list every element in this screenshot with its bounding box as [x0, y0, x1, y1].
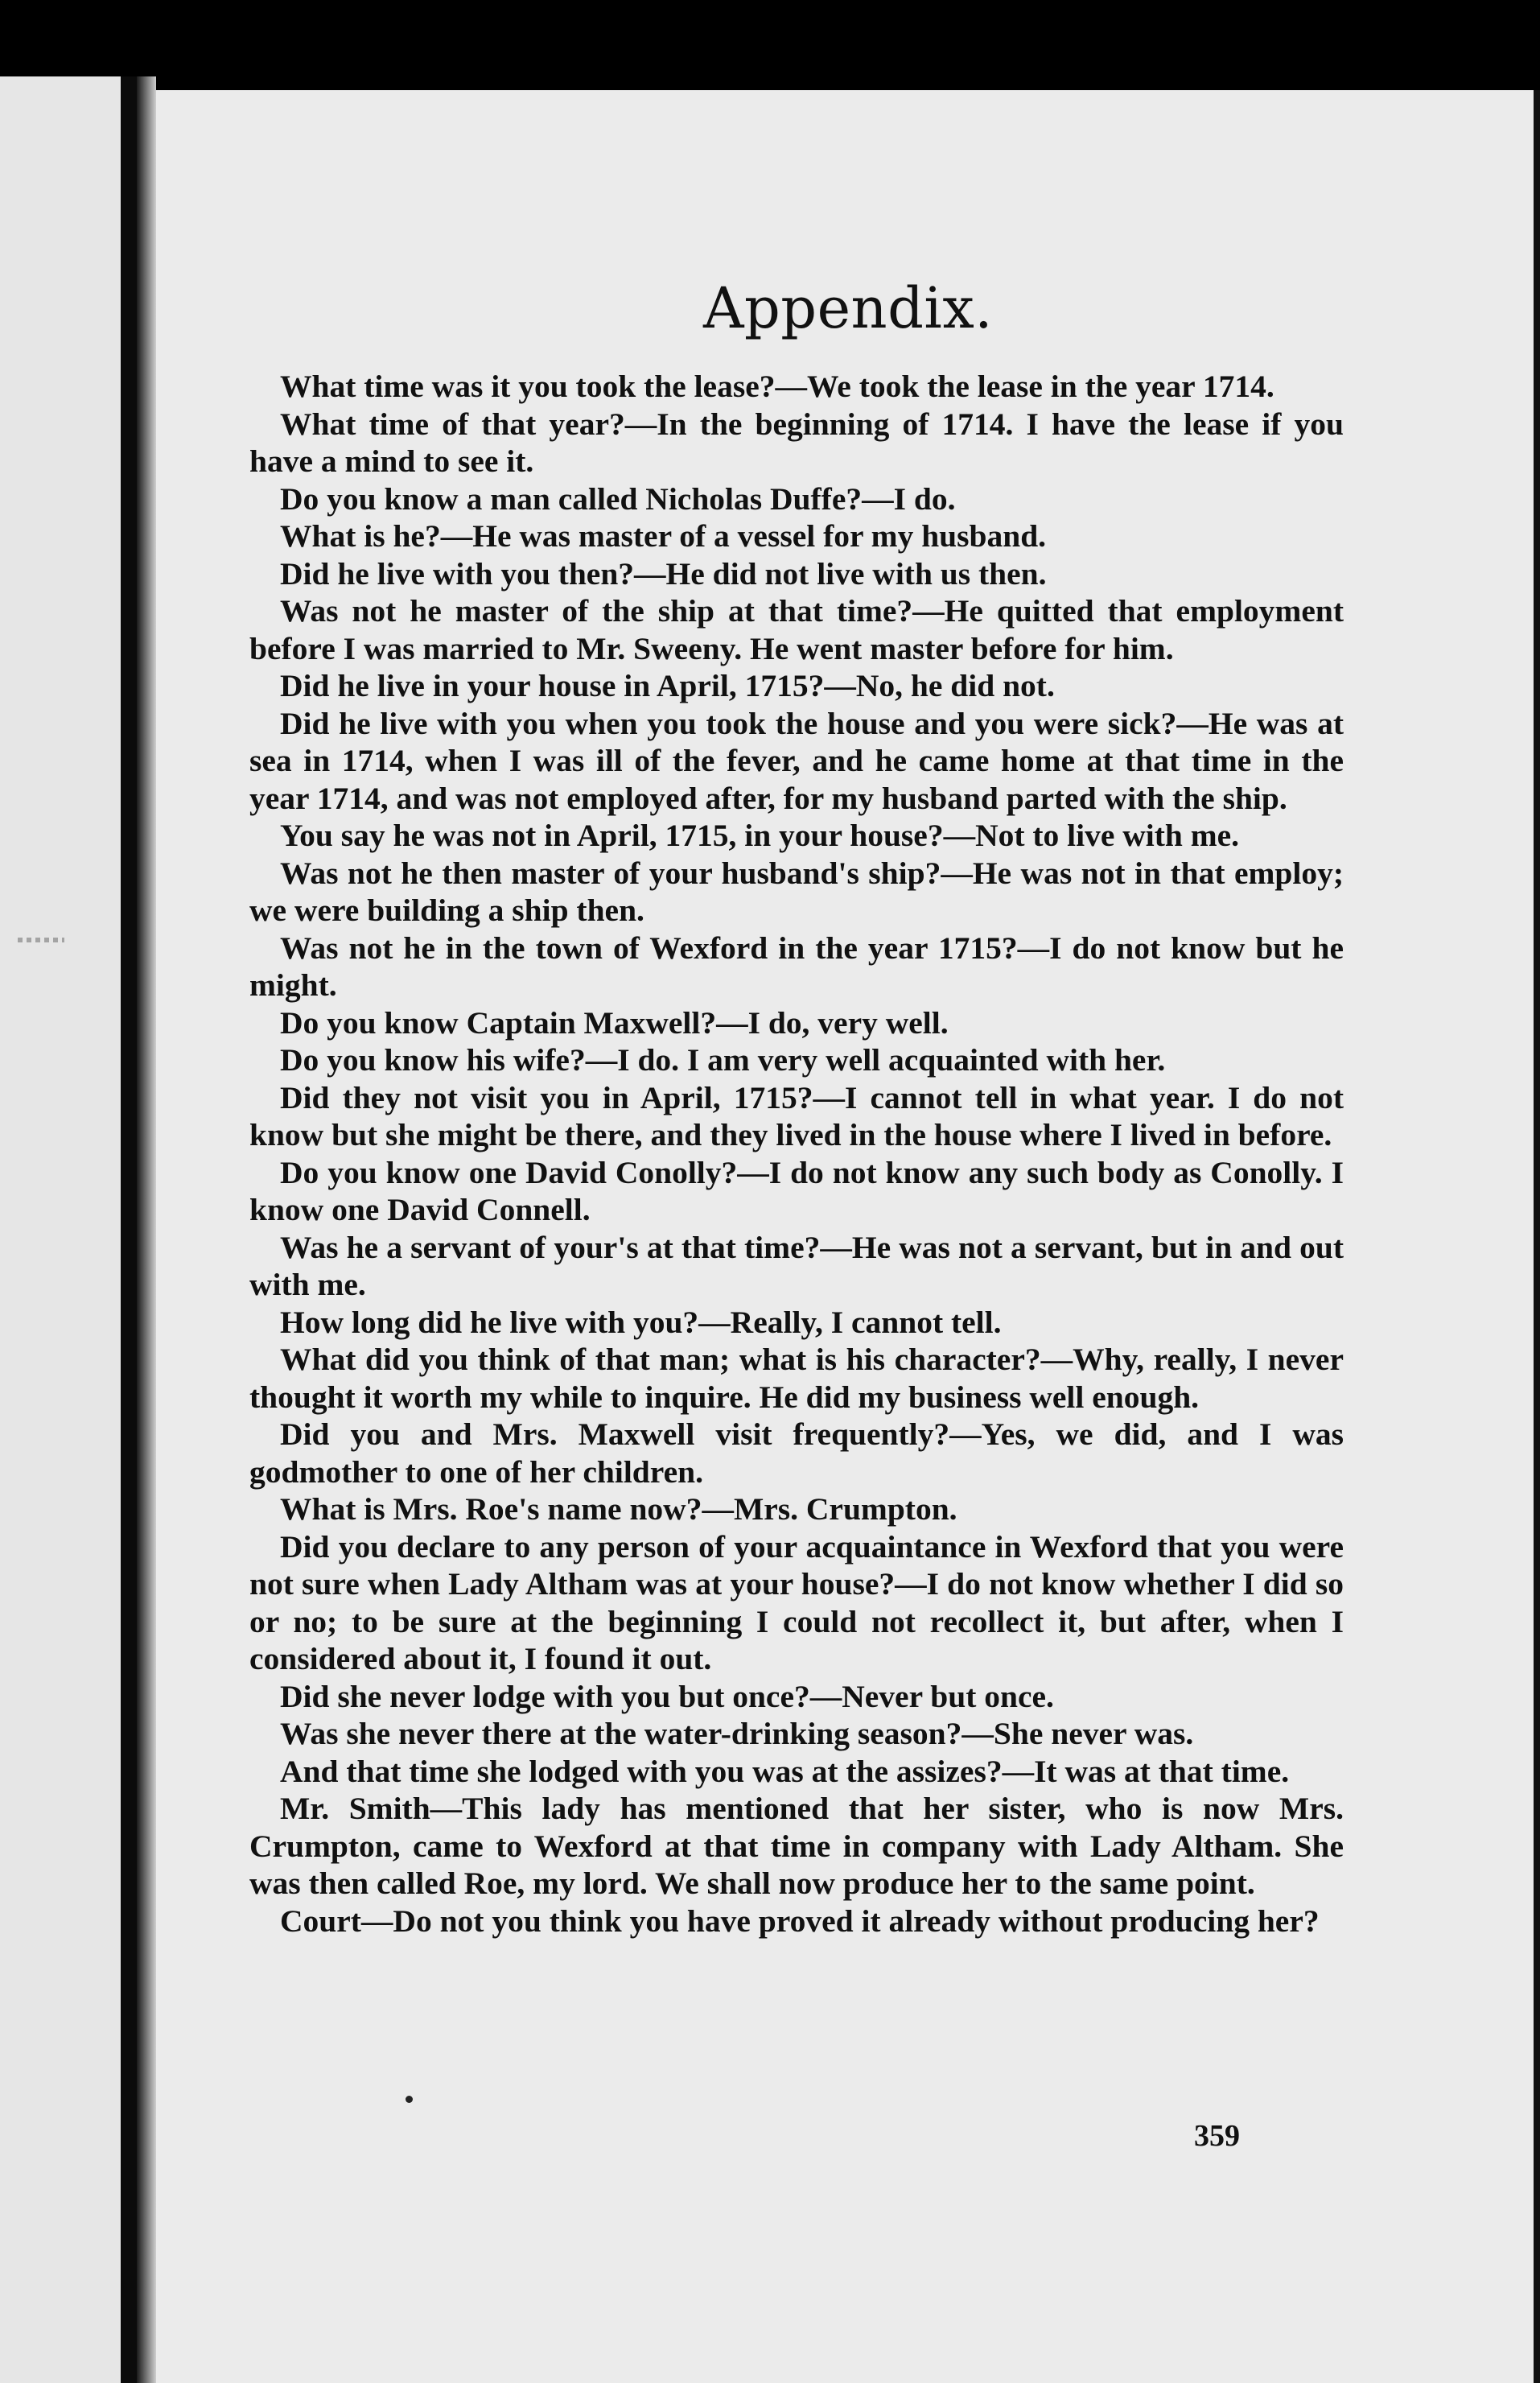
paragraph: Do you know a man called Nicholas Duffe?—I do. — [280, 480, 956, 517]
paragraph: Did you declare to any person of your acquaintance in Wexford that you were not sure when Lady Altham was at your house?—I do not know whether I did so or no; to be sure at the beginning I could not recollect it, but after, when I considered about it, I found it out. — [249, 1528, 1344, 1676]
paragraph: Did you and Mrs. Maxwell visit frequently?—Yes, we did, and I was godmother to one of her children. — [249, 1416, 1344, 1490]
paragraph: You say he was not in April, 1715, in your house?—Not to live with me. — [280, 818, 1240, 853]
paragraph: Did he live in your house in April, 1715?—No, he did not. — [280, 668, 1055, 703]
paragraph: What is Mrs. Roe's name now?—Mrs. Crumpton. — [280, 1491, 957, 1527]
printer-mark — [406, 2096, 413, 2103]
paragraph: Was not he in the town of Wexford in the year 1715?—I do not know but he might. — [249, 930, 1344, 1003]
adjacent-page-edge — [0, 76, 121, 2383]
paragraph: And that time she lodged with you was at the assizes?—It was at that time. — [280, 1753, 1290, 1789]
paragraph: Was not he master of the ship at that time?—He quitted that employment before I was married to Mr. Sweeny. He went master before for him. — [249, 593, 1344, 666]
paragraph: Do you know his wife?—I do. I am very well acquainted with her. — [280, 1042, 1166, 1078]
paragraph: Was he a servant of your's at that time?—He was not a servant, but in and out with me. — [249, 1229, 1344, 1302]
paragraph: Did they not visit you in April, 1715?—I cannot tell in what year. I do not know but she might be there, and they lived in the house where I lived in before. — [249, 1079, 1344, 1152]
paragraph: Mr. Smith—This lady has mentioned that her sister, who is now Mrs. Crumpton, came to Wexford at that time in company with Lady Altham. She was then called Roe, my lord. We shall now produce her to the same point. — [249, 1791, 1344, 1901]
paragraph: Did he live with you when you took the house and you were sick?—He was at sea in 1714, when I was ill of the fever, and he came home at that time in the year 1714, and was not employed after, for my husband parted with the ship. — [249, 705, 1344, 816]
paragraph: Court—Do not you think you have proved it already without producing her? — [280, 1903, 1320, 1939]
page-fold-shadow — [137, 76, 156, 2383]
paragraph: What is he?—He was master of a vessel for my husband. — [280, 518, 1047, 554]
paragraph: How long did he live with you?—Really, I cannot tell. — [280, 1304, 1002, 1340]
page-body-text — [249, 368, 1344, 1940]
paragraph: What time of that year?—In the beginning of 1714. I have the lease if you have a mind to see it. — [249, 406, 1344, 479]
stray-ink-mark — [18, 938, 64, 942]
paragraph: Was not he then master of your husband's ship?—He was not in that employ; we were building a ship then. — [249, 855, 1344, 928]
page-title: Appendix. — [702, 275, 994, 341]
paragraph: Do you know one David Conolly?—I do not know any such body as Conolly. I know one David Connell. — [249, 1154, 1344, 1227]
paragraph: Did she never lodge with you but once?—Never but once. — [280, 1678, 1054, 1714]
right-page-edge — [1534, 90, 1540, 2383]
page-number: 359 — [1194, 2119, 1240, 2153]
book-page — [156, 90, 1540, 2383]
paragraph: Did he live with you then?—He did not live with us then. — [280, 555, 1047, 592]
book-gutter — [121, 76, 137, 2383]
paragraph: What time was it you took the lease?—We took the lease in the year 1714. — [280, 369, 1274, 404]
paragraph: Was she never there at the water-drinking season?—She never was. — [280, 1716, 1194, 1751]
paragraph: What did you think of that man; what is his character?—Why, really, I never thought it worth my while to inquire. He did my business well enough. — [249, 1342, 1344, 1415]
paragraph: Do you know Captain Maxwell?—I do, very well. — [280, 1004, 949, 1041]
